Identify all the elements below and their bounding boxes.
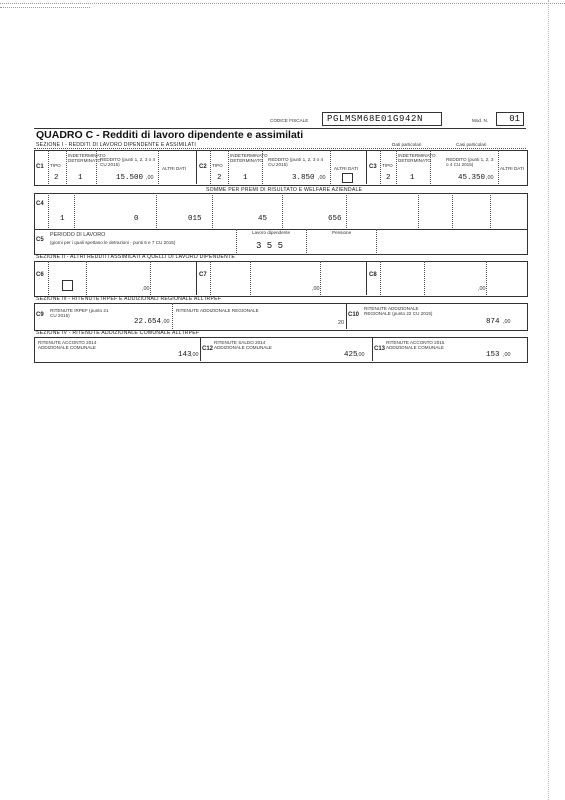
pensione-label: Pensione bbox=[332, 230, 352, 235]
c1-tipo-label: TIPO bbox=[50, 163, 61, 168]
c4-c-value: 45 bbox=[258, 215, 268, 223]
giorni-lavoro-value: 3 5 5 bbox=[256, 241, 284, 251]
c1-reddito-value: 15.500 bbox=[116, 174, 144, 182]
c1-tipo-value: 2 bbox=[54, 174, 59, 182]
c1-reddito-decimals: ,00 bbox=[146, 175, 154, 181]
row-c9-label: C9 bbox=[36, 312, 44, 318]
c7-decimals: ,00 bbox=[312, 286, 320, 292]
page-number-value: 01 bbox=[509, 114, 520, 124]
codice-fiscale-value: PGLMSM68E01G942N bbox=[327, 114, 424, 124]
c4-b-value: 015 bbox=[188, 215, 202, 223]
c2-indeterminato-value: 1 bbox=[243, 174, 248, 182]
c4-d-value: 656 bbox=[328, 215, 342, 223]
c3-tipo-value: 2 bbox=[386, 174, 391, 182]
c1-indeterminato-value: 1 bbox=[78, 174, 83, 182]
lavoro-dipendente-label: Lavoro dipendente bbox=[252, 230, 291, 235]
row-c6-c8-box bbox=[34, 261, 528, 297]
c3-reddito-decimals: ,00 bbox=[486, 175, 494, 181]
c10-mid-value: 20 bbox=[338, 320, 344, 326]
c1-altri-dati-label: ALTRI DATI bbox=[162, 166, 187, 171]
codice-fiscale-label: CODICE FISCALE bbox=[270, 118, 309, 123]
c2-indeterminato-label: INDETERMINATO DETERMINATO bbox=[230, 153, 268, 163]
c12-description: RITENUTE ACCONTO 2014 ADDIZIONALE COMUNALE bbox=[38, 340, 97, 350]
c12-value: 143 bbox=[178, 351, 192, 359]
c3-tipo-label: TIPO bbox=[382, 163, 393, 168]
c3-reddito-value: 45.350 bbox=[458, 174, 486, 182]
casi-particolari-label: Casi particolari bbox=[456, 142, 487, 147]
page-number-label: Mod. N. bbox=[472, 118, 489, 123]
codice-fiscale-box bbox=[322, 112, 442, 126]
row-c1-c3-box bbox=[34, 150, 528, 186]
section-3-title: SEZIONE III - RITENUTE IRPEF E ADDIZIONALI REGIONALE ALL'IRPEF bbox=[36, 296, 222, 302]
c2-reddito-value: 3.850 bbox=[292, 174, 315, 182]
section-4-title: SEZIONE IV - RITENUTE ADDIZIONALE COMUNALE ALL'IRPEF bbox=[36, 330, 200, 336]
c13-value: 425 bbox=[344, 351, 358, 359]
row-c6-label: C6 bbox=[36, 272, 44, 278]
periodo-di-lavoro-label: PERIODO DI LAVORO bbox=[50, 232, 106, 238]
row-c13-label: C13 bbox=[374, 346, 386, 352]
c2-altri-dati-label: ALTRI DATI bbox=[334, 166, 359, 171]
c2-reddito-decimals: ,00 bbox=[318, 175, 326, 181]
c11-description: RITENUTE ADDIZIONALE REGIONALE bbox=[176, 308, 259, 313]
row-c3-label: C3 bbox=[369, 164, 377, 170]
c3-indeterminato-value: 1 bbox=[410, 174, 415, 182]
row-c12-label: C12 bbox=[202, 346, 214, 352]
scan-artifact bbox=[548, 0, 549, 800]
c10-value: 874 bbox=[486, 318, 500, 326]
c9-description: RITENUTE IRPEF (punto 21 CU 2015) bbox=[50, 308, 109, 318]
c6-checkbox[interactable] bbox=[62, 280, 73, 291]
row-c2-label: C2 bbox=[199, 164, 207, 170]
c2-tipo-label: TIPO bbox=[212, 163, 223, 168]
c6-decimals: ,00 bbox=[142, 286, 150, 292]
c14-description: RITENUTE ACCONTO 2015 ADDIZIONALE COMUNALE bbox=[386, 340, 445, 350]
row-c5-label: C5 bbox=[36, 237, 44, 243]
c4-a-value: 0 bbox=[134, 215, 139, 223]
row-c7-label: C7 bbox=[199, 272, 207, 278]
scan-artifact bbox=[0, 3, 565, 4]
row-c4-box bbox=[34, 193, 528, 230]
c14-value: 153 bbox=[486, 351, 500, 359]
c1-reddito-label: REDDITO (punti 1, 2, 3 o 4 CU 2015) bbox=[100, 157, 156, 167]
rule bbox=[34, 148, 526, 149]
c4-tipo-value: 1 bbox=[60, 215, 65, 223]
somme-premi-title: SOMME PER PREMI DI RISULTATO E WELFARE AZIENDALE bbox=[206, 187, 363, 193]
row-c10-label: C10 bbox=[348, 312, 360, 318]
row-c1-label: C1 bbox=[36, 164, 44, 170]
section-2-title: SEZIONE II - ALTRI REDDITI ASSIMILATI A QUELLI DI LAVORO DIPENDENTE bbox=[36, 254, 236, 260]
c8-decimals: ,00 bbox=[478, 286, 486, 292]
c1-indeterminato-label: INDETERMINATO DETERMINATO bbox=[68, 153, 106, 163]
c2-checkbox[interactable] bbox=[342, 173, 353, 183]
c3-indeterminato-label: INDETERMINATO DETERMINATO bbox=[398, 153, 436, 163]
c10-description: RITENUTE ADDIZIONALE REGIONALE (punto 22 CU 2015) bbox=[364, 306, 433, 316]
row-c4-label: C4 bbox=[36, 201, 44, 207]
row-c8-label: C8 bbox=[369, 272, 377, 278]
page-number-box bbox=[496, 112, 524, 126]
c10-decimals: ,00 bbox=[503, 319, 511, 325]
c3-altri-dati-label: ALTRI DATI bbox=[500, 166, 525, 171]
scan-artifact bbox=[0, 7, 90, 8]
dati-particolari-label: Dati particolari bbox=[392, 142, 422, 147]
c2-reddito-label: REDDITO (punti 1, 2, 3 o 4 CU 2015) bbox=[268, 157, 324, 167]
c13-description: RITENUTE SALDO 2014 ADDIZIONALE COMUNALE bbox=[214, 340, 272, 350]
c9-decimals: ,00 bbox=[162, 319, 170, 325]
section-1-title: SEZIONE I - REDDITI DI LAVORO DIPENDENTE E ASSIMILATI bbox=[36, 142, 197, 148]
c12-decimals: ,00 bbox=[191, 352, 199, 358]
c2-tipo-value: 2 bbox=[217, 174, 222, 182]
quadro-title: QUADRO C - Redditi di lavoro dipendente e assimilati bbox=[36, 129, 304, 141]
c14-decimals: ,00 bbox=[503, 352, 511, 358]
c9-value: 22.654 bbox=[134, 318, 162, 326]
giorni-label: (giorni per i quali spettano le detrazioni - punti 6 e 7 CU 2015) bbox=[50, 240, 176, 245]
c13-decimals: ,00 bbox=[357, 352, 365, 358]
c3-reddito-label: REDDITO (punti 1, 2, 3 o 4 CU 2015) bbox=[446, 157, 494, 167]
